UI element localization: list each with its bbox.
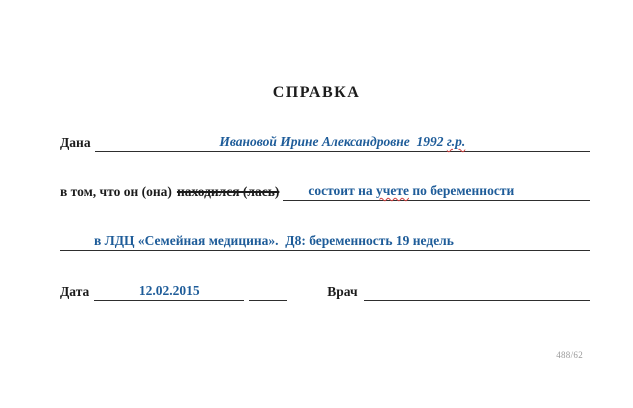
- clinic-blank-field: [60, 229, 590, 251]
- status-text-pre: состоит на: [308, 183, 373, 198]
- given-label: Дана: [60, 135, 91, 150]
- document-title: СПРАВКА: [272, 84, 361, 101]
- given-blank-field: [95, 130, 590, 152]
- date-extra-blank: [249, 279, 287, 301]
- doctor-label: Врач: [327, 284, 358, 299]
- doctor-blank-field: [364, 279, 590, 301]
- status-blank-field: [283, 179, 590, 201]
- clinic-value: в ЛДЦ «Семейная медицина». Д8: беременность 19 недель: [94, 233, 454, 248]
- statement-label: в том, что он (она): [60, 184, 172, 199]
- patient-name-text: Ивановой Ирине Александровне 1992: [219, 134, 447, 149]
- birth-year-suffix: г.р.: [446, 134, 466, 149]
- date-value: 12.02.2015: [138, 283, 200, 298]
- status-value: [308, 183, 514, 200]
- mid-spacer: [287, 279, 327, 301]
- status-text-post: по беременности: [412, 183, 515, 198]
- struck-text: находился (лась): [176, 184, 280, 199]
- clinic-line: [60, 229, 590, 251]
- date-blank-field: [94, 279, 244, 301]
- date-doctor-line: [60, 279, 590, 301]
- footer-number: 488/62: [556, 350, 583, 360]
- statement-line: [60, 179, 590, 201]
- date-label: Дата: [60, 284, 90, 299]
- given-line: [60, 130, 590, 152]
- patient-name-value: [219, 134, 465, 151]
- status-text-spelled: учете: [376, 183, 409, 198]
